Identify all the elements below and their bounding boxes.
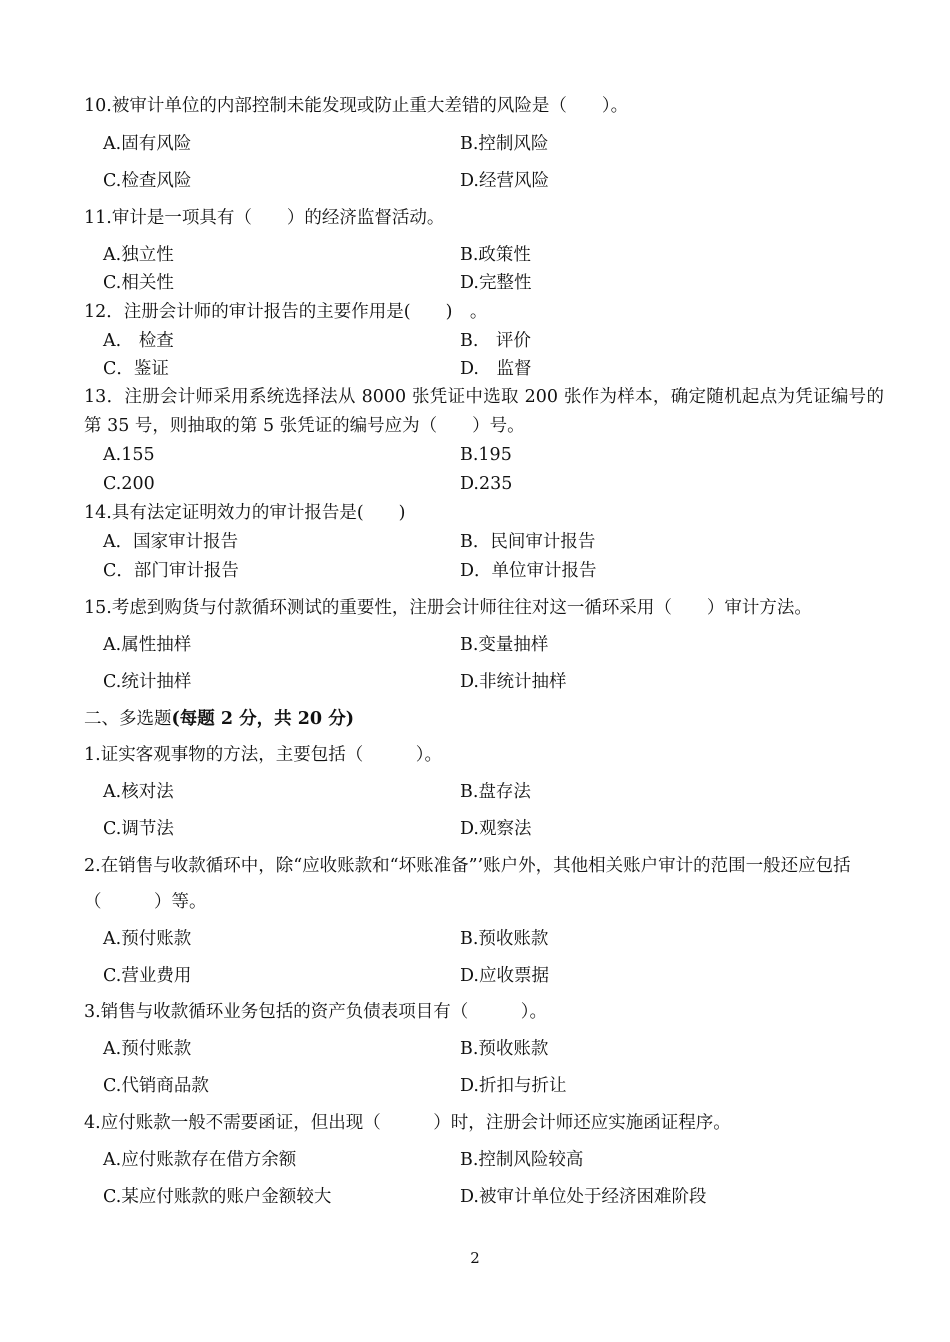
question-13-stem: 13．注册会计师采用系统选择法从 8000 张凭证中选取 200 张作为样本，确定随机起点为凭证编号的第 35 号，则抽取的第 5 张凭证的编号应为（ ）号。 xyxy=(84,387,884,436)
option-c: C.代销商品款 xyxy=(103,1076,209,1096)
multi-question-3-stem: 3.销售与收款循环业务包括的资产负债表项目有（ ）。 xyxy=(84,1002,547,1022)
option-a: A.应付账款存在借方余额 xyxy=(103,1150,297,1170)
section-2-title: 二、多选题 xyxy=(84,709,172,729)
option-d: D. 监督 xyxy=(460,359,532,379)
option-d: D.应收票据 xyxy=(460,966,549,986)
option-a: A.独立性 xyxy=(103,245,174,265)
option-a: A.核对法 xyxy=(103,782,174,802)
question-10-stem: 10.被审计单位的内部控制未能发现或防止重大差错的风险是（ ）。 xyxy=(84,96,629,116)
option-b: B. 评价 xyxy=(460,331,531,351)
option-b: B.变量抽样 xyxy=(460,635,549,655)
option-d: D.折扣与折让 xyxy=(460,1076,567,1096)
option-b: B.盘存法 xyxy=(460,782,531,802)
question-11-stem: 11.审计是一项具有（ ）的经济监督活动。 xyxy=(84,208,445,228)
question-15-stem: 15.考虑到购货与付款循环测试的重要性，注册会计师往往对这一循环采用（ ）审计方法。 xyxy=(84,598,812,618)
option-a: A.属性抽样 xyxy=(103,635,192,655)
option-c: C.某应付账款的账户金额较大 xyxy=(103,1187,332,1207)
multi-question-2-stem: 2.在销售与收款循环中，除“应收账款和“坏账准备”’账户外，其他相关账户审计的范围一般还应包括（ ）等。 xyxy=(84,856,851,912)
section-2-total: 20 xyxy=(297,709,323,729)
option-b: B．民间审计报告 xyxy=(460,532,596,552)
option-c: C．部门审计报告 xyxy=(103,561,239,581)
multi-question-1-stem: 1.证实客观事物的方法，主要包括（ ）。 xyxy=(84,745,442,765)
option-b: B.控制风险 xyxy=(460,134,549,154)
option-d: D.观察法 xyxy=(460,819,532,839)
option-b: B.预收账款 xyxy=(460,929,549,949)
option-b: B.政策性 xyxy=(460,245,531,265)
option-c: C.检查风险 xyxy=(103,171,192,191)
question-12-stem: 12．注册会计师的审计报告的主要作用是( ) 。 xyxy=(84,302,488,322)
multi-question-4-stem: 4.应付账款一般不需要函证，但出现（ ）时，注册会计师还应实施函证程序。 xyxy=(84,1113,731,1133)
option-d: D．单位审计报告 xyxy=(460,561,597,581)
option-d: D.被审计单位处于经济困难阶段 xyxy=(460,1187,707,1207)
section-2-mid: 分，共 xyxy=(233,709,298,729)
option-a: A.预付账款 xyxy=(103,929,192,949)
option-d: D.经营风险 xyxy=(460,171,549,191)
option-c: C.统计抽样 xyxy=(103,672,192,692)
option-c: C．鉴证 xyxy=(103,359,169,379)
section-2-close: 分) xyxy=(322,709,354,729)
option-c: C.相关性 xyxy=(103,273,174,293)
option-a: A.固有风险 xyxy=(103,134,192,154)
option-a: A. 检查 xyxy=(103,331,174,351)
option-d: D.235 xyxy=(460,474,513,494)
option-c: C.200 xyxy=(103,474,155,494)
option-c: C.营业费用 xyxy=(103,966,192,986)
option-b: B.195 xyxy=(460,445,512,465)
option-a: A.155 xyxy=(103,445,155,465)
page-number: 2 xyxy=(470,1249,480,1267)
section-2-heading xyxy=(84,708,354,730)
option-a: A．国家审计报告 xyxy=(103,532,239,552)
option-a: A.预付账款 xyxy=(103,1039,192,1059)
section-2-open: (每题 xyxy=(171,709,221,729)
option-b: B.控制风险较高 xyxy=(460,1150,584,1170)
question-14-stem: 14.具有法定证明效力的审计报告是( ) xyxy=(84,503,406,523)
option-b: B.预收账款 xyxy=(460,1039,549,1059)
option-d: D.完整性 xyxy=(460,273,532,293)
section-2-points: 2 xyxy=(220,709,234,729)
option-d: D.非统计抽样 xyxy=(460,672,567,692)
option-c: C.调节法 xyxy=(103,819,174,839)
